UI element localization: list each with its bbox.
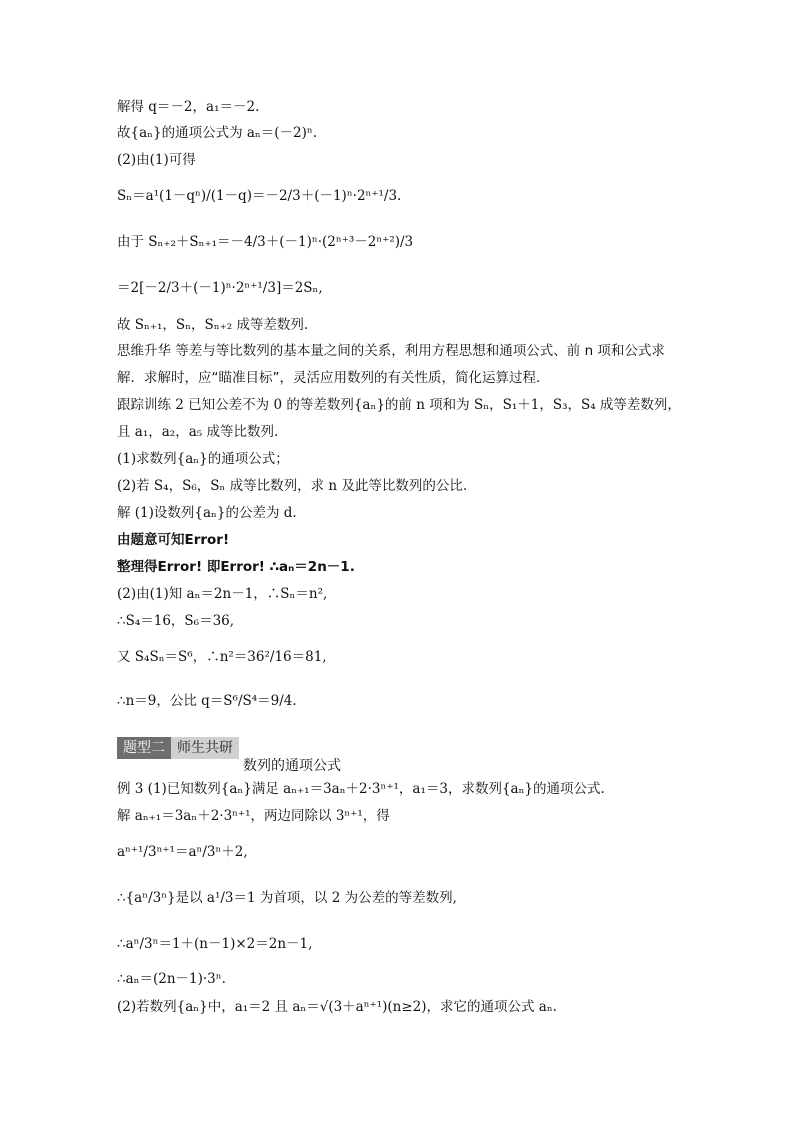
text-line: (2)若 S₄，S₆，Sₙ 成等比数列，求 n 及此等比数列的公比. [117, 478, 468, 494]
tag-mode: 师生共研 [171, 737, 239, 759]
text-line: 整理得Error! 即Error! ∴aₙ＝2n－1. [117, 559, 355, 575]
text-line: (1)求数列{aₙ}的通项公式； [117, 451, 289, 467]
formula-line: ∴{aⁿ/3ⁿ}是以 a¹/3＝1 为首项，以 2 为公差的等差数列, [117, 890, 457, 906]
tag-type: 题型二 [117, 737, 171, 759]
text-line: 思维升华 等差与等比数列的基本量之间的关系，利用方程思想和通项公式、前 n 项和公式求 [117, 343, 665, 359]
text-line: 例 3 (1)已知数列{aₙ}满足 aₙ₊₁＝3aₙ＋2·3ⁿ⁺¹，a₁＝3，求数列{aₙ}的通项公式. [117, 781, 605, 797]
question-type-tag [117, 737, 239, 759]
text-line: 解得 q＝－2，a₁＝－2. [117, 99, 260, 115]
text-line: 故 Sₙ₊₁，Sₙ，Sₙ₊₂ 成等差数列. [117, 317, 309, 333]
formula-line: ∴aⁿ/3ⁿ＝1＋(n－1)×2＝2n－1, [117, 936, 313, 952]
text-line: 故{aₙ}的通项公式为 aₙ＝(－2)ⁿ. [117, 125, 318, 141]
formula-line: Sₙ＝a¹(1－qⁿ)/(1－q)＝－2/3＋(－1)ⁿ·2ⁿ⁺¹/3. [117, 188, 402, 204]
text-line: 解．求解时，应“瞄准目标”，灵活应用数列的有关性质，简化运算过程. [117, 370, 541, 386]
text-line: 跟踪训练 2 已知公差不为 0 的等差数列{aₙ}的前 n 项和为 Sₙ，S₁＋1，S₃，S₄ 成等差数列， [117, 397, 681, 413]
formula-line: ∴n＝9，公比 q＝S⁶/S⁴＝9/4. [117, 693, 297, 709]
text-line: ∴aₙ＝(2n－1)·3ⁿ. [117, 971, 226, 987]
section-title: 数列的通项公式 [243, 758, 341, 774]
formula-line: 又 S₄Sₙ＝S⁶，∴n²＝36²/16＝81, [117, 649, 327, 665]
formula-line: aⁿ⁺¹/3ⁿ⁺¹＝aⁿ/3ⁿ＋2, [117, 844, 248, 860]
formula-line: 由于 Sₙ₊₂＋Sₙ₊₁＝－4/3＋(－1)ⁿ·(2ⁿ⁺³－2ⁿ⁺²)/3 [117, 234, 414, 250]
text-line: ∴S₄＝16，S₆＝36, [117, 613, 235, 629]
text-line: (2)由(1)可得 [117, 152, 196, 168]
text-line: (2)由(1)知 aₙ＝2n－1，∴Sₙ＝n², [117, 586, 328, 602]
text-line: (2)若数列{aₙ}中，a₁＝2 且 aₙ＝√(3＋aⁿ⁺¹)(n≥2)，求它的通项公式 aₙ. [117, 999, 557, 1015]
text-line: 且 a₁，a₂，a₅ 成等比数列. [117, 424, 279, 440]
formula-line: ＝2[－2/3＋(－1)ⁿ·2ⁿ⁺¹/3]＝2Sₙ, [117, 280, 323, 296]
text-line: 解 (1)设数列{aₙ}的公差为 d. [117, 505, 297, 521]
text-line: 解 aₙ₊₁＝3aₙ＋2·3ⁿ⁺¹，两边同除以 3ⁿ⁺¹，得 [117, 808, 390, 824]
text-line: 由题意可知Error! [117, 532, 230, 548]
